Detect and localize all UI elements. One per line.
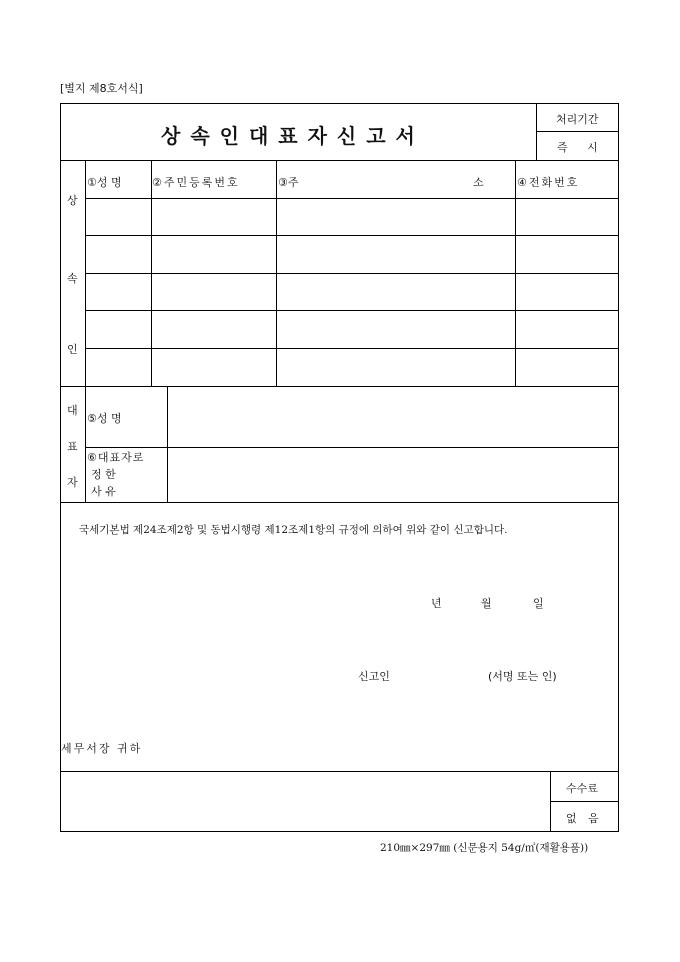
column-phone: ④전화번호 — [517, 176, 580, 189]
inheritance-representative-report-form — [60, 103, 619, 832]
heirs-side-label-2: 속 — [67, 272, 78, 285]
fee-value: 없 음 — [566, 812, 603, 825]
rep-reason-label-3: 사 유 — [91, 485, 116, 498]
signature-label: (서명 또는 인) — [488, 670, 557, 683]
date-day-label: 일 — [533, 597, 544, 610]
rep-side-label-2: 표 — [67, 440, 78, 453]
rep-side-label-1: 대 — [67, 404, 78, 417]
column-address: ③주 — [278, 176, 299, 189]
heirs-side-label-1: 상 — [67, 194, 78, 207]
date-year-label: 년 — [431, 597, 442, 610]
processing-period-label: 처리기간 — [556, 113, 599, 126]
addressee: 세무서장 귀하 — [61, 742, 143, 755]
footer-spec: 210㎜×297㎜ (신문용지 54g/㎡(재활용품)) — [380, 842, 589, 854]
rep-reason-label-1: ⑥대표자로 — [87, 451, 145, 464]
attachment-label: [별지 제8호서식] — [60, 82, 143, 95]
column-rrn: ②주민등록번호 — [152, 176, 240, 189]
rep-reason-label-2: 정 한 — [91, 468, 116, 481]
form-title: 상속인대표자신고서 — [161, 124, 425, 148]
column-name: ①성 명 — [87, 176, 122, 189]
rep-name-label: ⑤성 명 — [87, 412, 122, 425]
fee-label: 수수료 — [566, 782, 598, 795]
column-address-tail: 소 — [473, 176, 484, 189]
rep-side-label-3: 자 — [67, 476, 78, 489]
heirs-side-label-3: 인 — [67, 343, 78, 356]
processing-period-value: 즉 시 — [557, 141, 606, 154]
declarant-label: 신고인 — [358, 670, 390, 683]
declaration-text: 국세기본법 제24조제2항 및 동법시행령 제12조제1항의 규정에 의하여 위와 같이 신고합니다. — [79, 524, 508, 536]
date-month-label: 월 — [481, 597, 492, 610]
